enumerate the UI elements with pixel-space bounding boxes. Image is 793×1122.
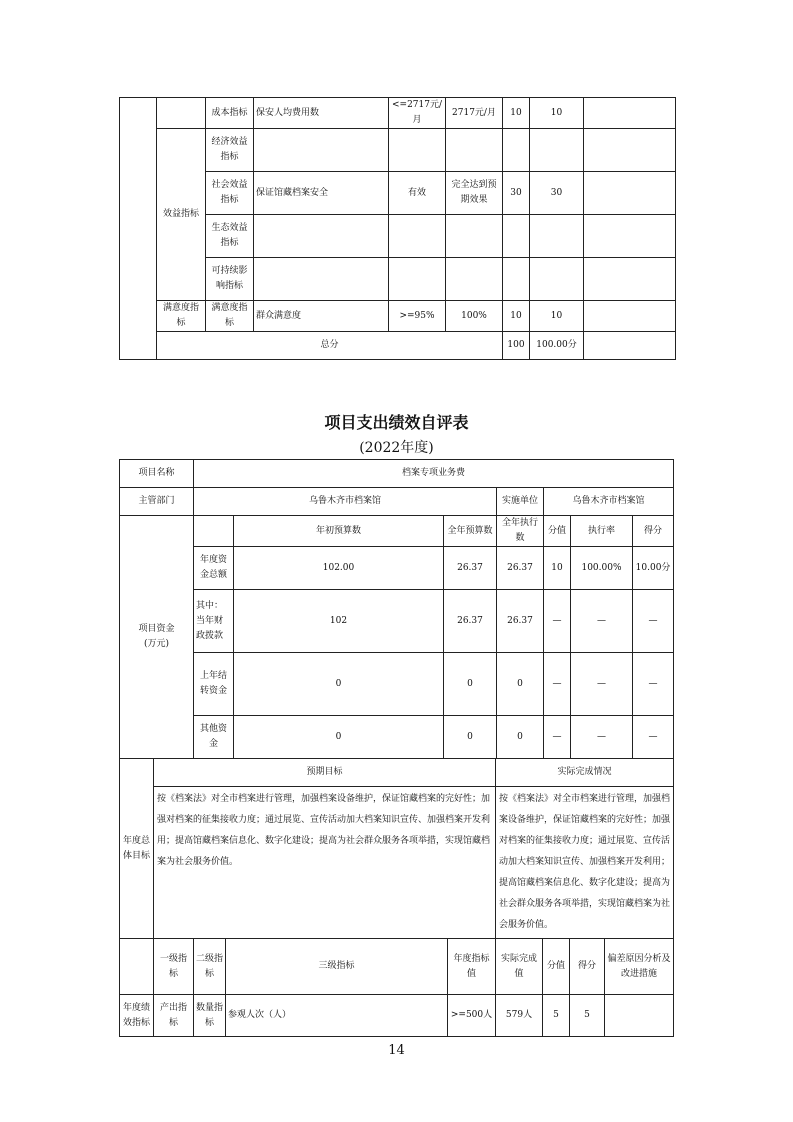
- fund-row-label: 其他资金: [194, 716, 234, 759]
- cost-indicator-label: 成本指标: [206, 98, 254, 129]
- cost-indicator-name: 保安人均费用数: [254, 98, 389, 129]
- fund-weight: —: [544, 653, 571, 716]
- satisfaction-indicator-label: 满意度指标: [206, 301, 254, 332]
- cost-target-value: <=2717元/月: [389, 98, 446, 129]
- fund-init: 0: [234, 716, 444, 759]
- header-score: 得分: [570, 939, 605, 995]
- total-label: 总分: [157, 332, 503, 360]
- goal-indicator-table: [119, 758, 674, 1037]
- satisfaction-actual-value: 100%: [446, 301, 503, 332]
- satisfaction-score: 10: [530, 301, 584, 332]
- ecological-target: [389, 215, 446, 258]
- economic-actual: [446, 129, 503, 172]
- expected-goal-header: 预期目标: [154, 759, 496, 787]
- fund-rate: 100.00%: [571, 547, 633, 590]
- fund-init: 102.00: [234, 547, 444, 590]
- page-subtitle-year: (2022年度): [359, 440, 434, 456]
- total-score: 100.00分: [530, 332, 584, 360]
- header-level2: 二级指标: [194, 939, 226, 995]
- fund-label-line2: (万元): [143, 639, 170, 649]
- level2-group-cell: [157, 98, 206, 129]
- social-score: 30: [530, 172, 584, 215]
- cost-score: 10: [530, 98, 584, 129]
- fund-weight: —: [544, 590, 571, 653]
- fund-exec: 0: [497, 653, 544, 716]
- economic-indicator-name: [254, 129, 389, 172]
- project-name-value: 档案专项业务费: [194, 460, 674, 488]
- fund-full: 0: [444, 653, 497, 716]
- header-full-budget: 全年预算数: [444, 516, 497, 547]
- row-level1: 产出指标: [154, 995, 194, 1037]
- impl-value: 乌鲁木齐市档案馆: [544, 488, 674, 516]
- economic-score: [530, 129, 584, 172]
- impl-label: 实施单位: [497, 488, 544, 516]
- header-weight: 分值: [543, 939, 570, 995]
- satisfaction-indicator-name: 群众满意度: [254, 301, 389, 332]
- page-title: 项目支出绩效自评表: [324, 413, 469, 432]
- actual-status-text: 按《档案法》对全市档案进行管理，加强档案设备维护，保证馆藏档案的完好性；加强对档案的征集接收力度；通过展览、宣传活动加大档案知识宣传、加强档案开发利用；提高馆藏档案信息化、数字化建设；提高为社会群众服务各项举措，实现馆藏档案为社会服务价值。: [496, 787, 674, 939]
- fund-score: —: [633, 716, 674, 759]
- fund-full: 26.37: [444, 547, 497, 590]
- social-note: [584, 172, 676, 215]
- ecological-indicator-name: [254, 215, 389, 258]
- social-weight: 30: [503, 172, 530, 215]
- total-note: [584, 332, 676, 360]
- sustainable-note: [584, 258, 676, 301]
- social-indicator-name: 保证馆藏档案安全: [254, 172, 389, 215]
- fund-full: 0: [444, 716, 497, 759]
- economic-indicator-label: 经济效益指标: [206, 129, 254, 172]
- row-actual: 579人: [496, 995, 543, 1037]
- fund-weight: —: [544, 716, 571, 759]
- fund-score: —: [633, 590, 674, 653]
- header-analysis: 偏差原因分析及改进措施: [605, 939, 674, 995]
- fund-rate: —: [571, 653, 633, 716]
- fund-row-label: 年度资金总额: [194, 547, 234, 590]
- header-full-exec: 全年执行数: [497, 516, 544, 547]
- row-weight: 5: [543, 995, 570, 1037]
- economic-weight: [503, 129, 530, 172]
- expected-goal-text: 按《档案法》对全市档案进行管理，加强档案设备维护，保证馆藏档案的完好性；加强对档案的征集接收力度；通过展览、宣传活动加大档案知识宣传、加强档案开发利用；提高馆藏档案信息化、数字化建设；提高为社会群众服务各项举措，实现馆藏档案为社会服务价值。: [154, 787, 496, 939]
- row-score: 5: [570, 995, 605, 1037]
- social-actual-value: 完全达到预期效果: [446, 172, 503, 215]
- sustainable-weight: [503, 258, 530, 301]
- header-init-budget: 年初预算数: [234, 516, 444, 547]
- indicator-header-blank: [120, 939, 154, 995]
- ecological-indicator-label: 生态效益指标: [206, 215, 254, 258]
- fund-init: 102: [234, 590, 444, 653]
- ecological-weight: [503, 215, 530, 258]
- economic-target: [389, 129, 446, 172]
- sustainable-indicator-name: [254, 258, 389, 301]
- fund-exec: 0: [497, 716, 544, 759]
- satisfaction-weight: 10: [503, 301, 530, 332]
- dept-value: 乌鲁木齐市档案馆: [194, 488, 497, 516]
- fund-exec: 26.37: [497, 590, 544, 653]
- level1-cell: [120, 98, 157, 360]
- dept-label: 主管部门: [120, 488, 194, 516]
- fund-label: [120, 516, 194, 759]
- social-target-value: 有效: [389, 172, 446, 215]
- fund-header-blank: [194, 516, 234, 547]
- header-level1: 一级指标: [154, 939, 194, 995]
- header-weight: 分值: [544, 516, 571, 547]
- fund-init: 0: [234, 653, 444, 716]
- fund-score: —: [633, 653, 674, 716]
- project-fund-table: [119, 459, 674, 759]
- cost-weight: 10: [503, 98, 530, 129]
- project-name-label: 项目名称: [120, 460, 194, 488]
- annual-goal-label: 年度总体目标: [120, 759, 154, 939]
- cost-note: [584, 98, 676, 129]
- fund-rate: —: [571, 716, 633, 759]
- benefit-group-label: 效益指标: [157, 129, 206, 301]
- social-indicator-label: 社会效益指标: [206, 172, 254, 215]
- fund-score: 10.00分: [633, 547, 674, 590]
- sustainable-target: [389, 258, 446, 301]
- satisfaction-group-label: 满意度指标: [157, 301, 206, 332]
- fund-row-label: 其中：当年财政拨款: [194, 590, 234, 653]
- sustainable-actual: [446, 258, 503, 301]
- header-actual: 实际完成值: [496, 939, 543, 995]
- ecological-note: [584, 215, 676, 258]
- performance-table-continued: [119, 97, 676, 360]
- sustainable-indicator-label: 可持续影响指标: [206, 258, 254, 301]
- fund-rate: —: [571, 590, 633, 653]
- total-weight: 100: [503, 332, 530, 360]
- ecological-actual: [446, 215, 503, 258]
- perf-indicator-label: 年度绩效指标: [120, 995, 154, 1037]
- cost-actual-value: 2717元/月: [446, 98, 503, 129]
- fund-weight: 10: [544, 547, 571, 590]
- fund-label-line1: 项目资金: [138, 624, 175, 634]
- fund-exec: 26.37: [497, 547, 544, 590]
- row-level2: 数量指标: [194, 995, 226, 1037]
- header-target: 年度指标值: [448, 939, 496, 995]
- row-target: >=500人: [448, 995, 496, 1037]
- fund-full: 26.37: [444, 590, 497, 653]
- ecological-score: [530, 215, 584, 258]
- header-exec-rate: 执行率: [571, 516, 633, 547]
- fund-row-label: 上年结转资金: [194, 653, 234, 716]
- row-level3: 参观人次（人）: [226, 995, 448, 1037]
- header-level3: 三级指标: [226, 939, 448, 995]
- satisfaction-target-value: >=95%: [389, 301, 446, 332]
- header-score: 得分: [633, 516, 674, 547]
- sustainable-score: [530, 258, 584, 301]
- row-analysis: [605, 995, 674, 1037]
- satisfaction-note: [584, 301, 676, 332]
- page-number: 14: [388, 1043, 405, 1058]
- actual-status-header: 实际完成情况: [496, 759, 674, 787]
- economic-note: [584, 129, 676, 172]
